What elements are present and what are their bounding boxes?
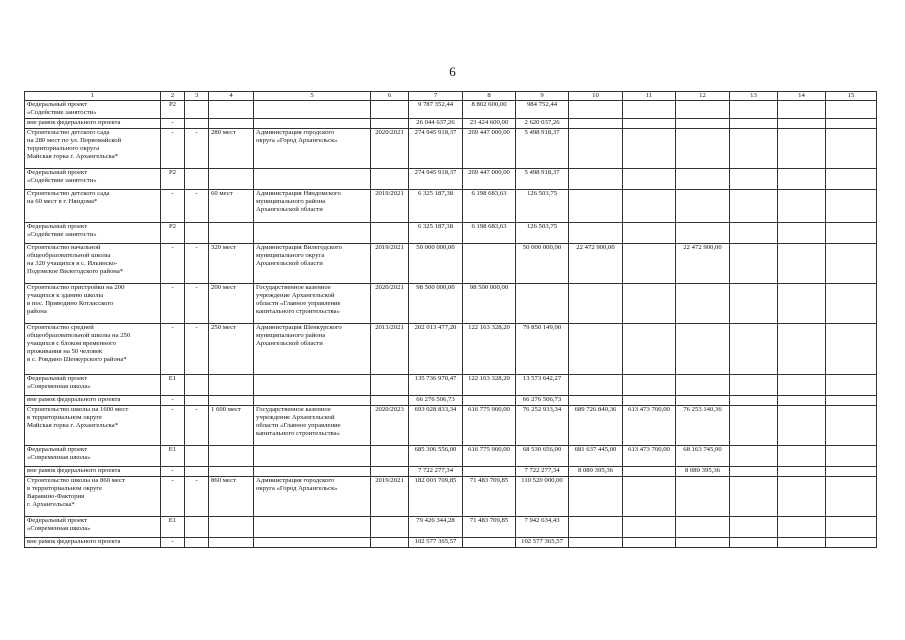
table-cell: 60 мест	[209, 190, 254, 223]
table-cell: 66 276 506,73	[516, 396, 569, 406]
table-cell: 68 530 656,00	[516, 446, 569, 467]
column-number: 6	[371, 92, 409, 101]
table-cell: Федеральный проект «Современная школа»	[25, 517, 161, 538]
table-cell: Р2	[161, 223, 185, 244]
column-number: 9	[516, 92, 569, 101]
table-row	[25, 517, 877, 538]
table-cell	[623, 119, 676, 129]
table-cell: 76 253 140,36	[676, 406, 730, 446]
table-cell	[730, 244, 778, 284]
table-cell	[826, 223, 877, 244]
table-cell	[254, 223, 371, 244]
table-cell	[569, 517, 623, 538]
table-cell	[730, 223, 778, 244]
table-cell: 2020/2021	[371, 284, 409, 324]
table-cell: 2020/2023	[371, 406, 409, 446]
table-cell: 280 мест	[209, 129, 254, 169]
table-cell	[209, 119, 254, 129]
table-cell: -	[161, 284, 185, 324]
table-cell: 8 802 600,00	[463, 101, 516, 119]
table-cell	[730, 477, 778, 517]
table-cell	[623, 101, 676, 119]
table-cell	[676, 477, 730, 517]
table-cell: вне рамок федерального проекта	[25, 538, 161, 548]
table-cell: 984 752,44	[516, 101, 569, 119]
column-number: 15	[826, 92, 877, 101]
table-cell: 79 850 149,00	[516, 324, 569, 375]
table-cell	[826, 538, 877, 548]
table-cell	[623, 467, 676, 477]
table-cell	[371, 396, 409, 406]
table-cell: вне рамок федерального проекта	[25, 119, 161, 129]
table-cell: 2020/2021	[371, 129, 409, 169]
table-cell	[676, 284, 730, 324]
table-cell: Строительство начальной общеобразовательной школы на 320 учащихся в с. Ильинско- Подомское Вилегодского района*	[25, 244, 161, 284]
table-cell	[569, 169, 623, 190]
table-cell: 2019/2021	[371, 190, 409, 223]
table-cell: -	[161, 467, 185, 477]
table-cell	[826, 284, 877, 324]
table-cell	[254, 375, 371, 396]
table-cell: 122 163 328,20	[463, 375, 516, 396]
column-number: 10	[569, 92, 623, 101]
table-cell	[826, 190, 877, 223]
table-cell: 126 503,75	[516, 223, 569, 244]
table-cell: -	[161, 538, 185, 548]
column-number: 8	[463, 92, 516, 101]
table-cell: Администрация Няндомского муниципального района Архангельской области	[254, 190, 371, 223]
table-cell: 7 722 277,34	[516, 467, 569, 477]
table-cell: Государственное казенное учреждение Архангельской области «Главное управление капитального строительства»	[254, 406, 371, 446]
table-row	[25, 467, 877, 477]
table-cell	[676, 538, 730, 548]
table-cell	[730, 101, 778, 119]
table-cell	[254, 467, 371, 477]
table-cell: 98 500 000,00	[409, 284, 463, 324]
table-cell: -	[185, 129, 209, 169]
table-cell: -	[185, 324, 209, 375]
table-cell	[676, 396, 730, 406]
table-cell	[185, 517, 209, 538]
table-cell	[778, 375, 826, 396]
table-cell: 7 722 277,34	[409, 467, 463, 477]
table-cell: 7 942 634,43	[516, 517, 569, 538]
table-cell: Строительство школы на 860 мест в территориальном округе Варавино-Фактория г. Архангельска*	[25, 477, 161, 517]
table-cell	[826, 169, 877, 190]
table-cell	[254, 119, 371, 129]
table-cell	[371, 375, 409, 396]
table-cell: Администрация городского округа «Город Архангельск»	[254, 129, 371, 169]
table-row	[25, 406, 877, 446]
table-cell: вне рамок федерального проекта	[25, 467, 161, 477]
table-cell	[185, 223, 209, 244]
table-cell: 102 577 365,57	[409, 538, 463, 548]
table-row	[25, 396, 877, 406]
table-cell	[778, 467, 826, 477]
table-cell: Администрация городского округа «Город Архангельск»	[254, 477, 371, 517]
table-cell: 616 775 900,00	[463, 446, 516, 467]
table-cell	[826, 244, 877, 284]
table-cell: 22 472 900,00	[676, 244, 730, 284]
column-number: 3	[185, 92, 209, 101]
table-row	[25, 223, 877, 244]
table-cell: 2 620 037,26	[516, 119, 569, 129]
table-cell	[185, 396, 209, 406]
table-cell	[826, 324, 877, 375]
table-cell	[623, 396, 676, 406]
table-cell	[778, 517, 826, 538]
table-cell	[676, 101, 730, 119]
table-cell	[778, 101, 826, 119]
table-row	[25, 538, 877, 548]
table-cell	[676, 517, 730, 538]
table-cell: 2019/2021	[371, 244, 409, 284]
table-cell	[463, 538, 516, 548]
table-cell: Администрация Шенкурского муниципального района Архангельской области	[254, 324, 371, 375]
table-cell	[623, 129, 676, 169]
column-number: 11	[623, 92, 676, 101]
table-cell	[778, 190, 826, 223]
table-cell: -	[161, 129, 185, 169]
table-cell: -	[185, 244, 209, 284]
table-cell: 6 325 187,38	[409, 223, 463, 244]
table-cell: 22 472 900,00	[569, 244, 623, 284]
table-cell: 689 726 840,36	[569, 406, 623, 446]
table-row	[25, 477, 877, 517]
table-cell	[569, 101, 623, 119]
column-number: 14	[778, 92, 826, 101]
table-cell: Строительство пристройки на 200 учащихся к зданию школы в пос. Приводино Котласского района	[25, 284, 161, 324]
table-cell	[826, 517, 877, 538]
table-cell	[676, 119, 730, 129]
table-cell: 76 252 933,34	[516, 406, 569, 446]
table-cell	[569, 324, 623, 375]
table-cell: -	[185, 477, 209, 517]
table-cell	[676, 129, 730, 169]
table-cell	[826, 446, 877, 467]
table-cell: 5 498 918,37	[516, 129, 569, 169]
budget-table	[24, 91, 877, 548]
table-cell	[371, 517, 409, 538]
table-cell	[185, 101, 209, 119]
table-cell: -	[161, 396, 185, 406]
table-cell: Р2	[161, 169, 185, 190]
table-cell	[826, 467, 877, 477]
table-cell: 320 мест	[209, 244, 254, 284]
table-cell	[730, 190, 778, 223]
table-cell	[826, 101, 877, 119]
table-row	[25, 446, 877, 467]
table-cell	[826, 396, 877, 406]
table-cell	[209, 223, 254, 244]
table-cell	[371, 467, 409, 477]
table-cell: -	[161, 190, 185, 223]
table-cell	[730, 324, 778, 375]
table-cell: 122 163 328,20	[463, 324, 516, 375]
table-cell	[730, 169, 778, 190]
table-cell: 693 028 833,34	[409, 406, 463, 446]
table-cell: 98 500 000,00	[463, 284, 516, 324]
table-cell: Федеральный проект «Содействие занятости»	[25, 101, 161, 119]
table-cell	[676, 223, 730, 244]
table-cell	[209, 517, 254, 538]
column-number: 12	[676, 92, 730, 101]
table-cell: -	[161, 324, 185, 375]
table-cell: 860 мест	[209, 477, 254, 517]
table-cell	[185, 119, 209, 129]
table-cell	[623, 284, 676, 324]
table-cell	[730, 406, 778, 446]
table-cell	[371, 538, 409, 548]
table-cell	[254, 169, 371, 190]
table-cell	[371, 446, 409, 467]
table-cell	[569, 284, 623, 324]
table-cell	[778, 284, 826, 324]
table-row	[25, 284, 877, 324]
table-cell: 71 483 709,85	[463, 517, 516, 538]
table-cell: 26 044 637,26	[409, 119, 463, 129]
table-cell: 269 447 000,00	[463, 169, 516, 190]
table-cell	[185, 446, 209, 467]
table-cell: 2019/2021	[371, 477, 409, 517]
table-cell	[185, 538, 209, 548]
table-cell	[185, 467, 209, 477]
table-cell: 8 089 395,36	[676, 467, 730, 477]
table-cell	[730, 284, 778, 324]
table-cell	[254, 517, 371, 538]
table-cell: Администрация Вилегодского муниципального округа Архангельской области	[254, 244, 371, 284]
table-cell	[623, 223, 676, 244]
table-cell	[676, 324, 730, 375]
column-number: 7	[409, 92, 463, 101]
table-cell	[778, 119, 826, 129]
column-number: 2	[161, 92, 185, 101]
table-row	[25, 190, 877, 223]
table-cell	[209, 101, 254, 119]
table-cell: 71 483 709,85	[463, 477, 516, 517]
table-cell: Государственное казенное учреждение Архангельской области «Главное управление капитального строительства»	[254, 284, 371, 324]
column-number: 1	[25, 92, 161, 101]
table-cell	[185, 375, 209, 396]
table-cell: Е1	[161, 375, 185, 396]
table-cell: 50 000 000,00	[516, 244, 569, 284]
table-row	[25, 244, 877, 284]
table-cell: 8 089 395,36	[569, 467, 623, 477]
table-cell: 6 325 187,38	[409, 190, 463, 223]
table-cell: Федеральный проект «Современная школа»	[25, 375, 161, 396]
table-cell	[371, 169, 409, 190]
table-cell: -	[161, 119, 185, 129]
table-cell: 50 000 000,00	[409, 244, 463, 284]
table-cell	[569, 538, 623, 548]
table-cell	[778, 169, 826, 190]
table-cell: Строительство детского сада на 280 мест по ул. Первомайской территориального округа Майская горка г. Архангельска*	[25, 129, 161, 169]
table-cell: 102 577 365,57	[516, 538, 569, 548]
table-cell	[569, 396, 623, 406]
table-cell	[209, 467, 254, 477]
table-cell	[778, 538, 826, 548]
table-cell	[209, 446, 254, 467]
table-cell: 23 424 600,00	[463, 119, 516, 129]
table-cell: -	[185, 406, 209, 446]
table-cell: 126 503,75	[516, 190, 569, 223]
table-cell	[778, 324, 826, 375]
table-cell: 2013/2021	[371, 324, 409, 375]
table-cell	[371, 223, 409, 244]
table-cell: 5 498 918,37	[516, 169, 569, 190]
table-cell	[623, 375, 676, 396]
table-row	[25, 169, 877, 190]
table-cell: Федеральный проект «Содействие занятости»	[25, 223, 161, 244]
table-cell: 613 473 700,00	[623, 446, 676, 467]
table-cell	[209, 169, 254, 190]
table-row	[25, 119, 877, 129]
table-cell: -	[161, 477, 185, 517]
table-cell: 274 945 918,37	[409, 169, 463, 190]
table-header-row	[25, 92, 877, 101]
table-cell: 110 520 000,00	[516, 477, 569, 517]
column-number: 5	[254, 92, 371, 101]
table-cell	[209, 538, 254, 548]
table-cell	[623, 324, 676, 375]
table-cell: 9 787 352,44	[409, 101, 463, 119]
table-cell	[730, 467, 778, 477]
table-cell: 269 447 000,00	[463, 129, 516, 169]
table-cell: 6 198 683,63	[463, 223, 516, 244]
table-cell: 616 775 900,00	[463, 406, 516, 446]
table-cell	[730, 375, 778, 396]
table-cell	[185, 169, 209, 190]
table-cell	[463, 396, 516, 406]
table-cell	[569, 477, 623, 517]
table-cell	[209, 375, 254, 396]
table-cell	[778, 446, 826, 467]
column-number: 4	[209, 92, 254, 101]
table-cell: -	[185, 190, 209, 223]
table-cell: 6 198 683,63	[463, 190, 516, 223]
table-cell	[778, 244, 826, 284]
table-cell: 135 736 970,47	[409, 375, 463, 396]
table-cell	[254, 446, 371, 467]
table-cell	[730, 446, 778, 467]
table-cell	[463, 244, 516, 284]
table-cell	[676, 169, 730, 190]
table-cell: Строительство школы на 1600 мест в территориальном округе Майская горка г. Архангельска*	[25, 406, 161, 446]
table-cell: Федеральный проект «Современная школа»	[25, 446, 161, 467]
table-cell: 66 276 506,73	[409, 396, 463, 406]
table-cell	[254, 101, 371, 119]
table-cell	[623, 169, 676, 190]
table-cell	[569, 119, 623, 129]
table-cell	[676, 375, 730, 396]
table-cell: 13 573 642,27	[516, 375, 569, 396]
table-cell	[623, 477, 676, 517]
table-cell	[730, 538, 778, 548]
table-cell	[778, 129, 826, 169]
table-cell: 79 426 344,28	[409, 517, 463, 538]
table-cell	[826, 119, 877, 129]
table-cell	[826, 129, 877, 169]
table-cell	[371, 101, 409, 119]
table-cell	[826, 375, 877, 396]
table-cell: 685 306 556,00	[409, 446, 463, 467]
table-cell	[778, 477, 826, 517]
table-cell: -	[161, 244, 185, 284]
table-cell	[730, 517, 778, 538]
table-cell	[569, 375, 623, 396]
table-cell	[516, 284, 569, 324]
page-number: 6	[449, 64, 456, 79]
table-cell	[209, 396, 254, 406]
table-cell: 200 мест	[209, 284, 254, 324]
table-cell: Е1	[161, 517, 185, 538]
table-cell	[623, 244, 676, 284]
table-cell: Строительство детского сада на 60 мест в г. Няндома*	[25, 190, 161, 223]
table-cell	[569, 190, 623, 223]
table-cell: -	[185, 284, 209, 324]
table-cell	[371, 119, 409, 129]
table-cell	[623, 517, 676, 538]
table-cell	[623, 190, 676, 223]
table-cell	[254, 538, 371, 548]
table-cell: 681 637 445,00	[569, 446, 623, 467]
table-cell	[826, 477, 877, 517]
table-cell: 274 945 918,37	[409, 129, 463, 169]
table-cell	[730, 396, 778, 406]
table-row	[25, 129, 877, 169]
table-cell: Е1	[161, 446, 185, 467]
table-row	[25, 324, 877, 375]
table-row	[25, 101, 877, 119]
table-cell: 613 473 700,00	[623, 406, 676, 446]
table-cell	[676, 190, 730, 223]
table-cell	[463, 467, 516, 477]
table-cell	[254, 396, 371, 406]
table-cell: Федеральный проект «Содействие занятости»	[25, 169, 161, 190]
table-cell: -	[161, 406, 185, 446]
table-row	[25, 375, 877, 396]
table-cell: 68 163 745,00	[676, 446, 730, 467]
column-number: 13	[730, 92, 778, 101]
table-cell	[730, 119, 778, 129]
table-cell	[778, 396, 826, 406]
table-cell	[623, 538, 676, 548]
table-cell	[569, 129, 623, 169]
table-cell	[778, 223, 826, 244]
table-cell: 202 013 477,20	[409, 324, 463, 375]
table-cell: Р2	[161, 101, 185, 119]
table-cell: 182 003 709,85	[409, 477, 463, 517]
table-cell: вне рамок федерального проекта	[25, 396, 161, 406]
table-cell	[778, 406, 826, 446]
table-cell	[730, 129, 778, 169]
table-cell: 1 600 мест	[209, 406, 254, 446]
table-cell	[569, 223, 623, 244]
table-cell: 250 мест	[209, 324, 254, 375]
table-cell: Строительство средней общеобразовательной школы на 250 учащихся с блоком временного проживания на 50 человек в с. Ровдино Шенкурского района*	[25, 324, 161, 375]
table-cell	[826, 406, 877, 446]
